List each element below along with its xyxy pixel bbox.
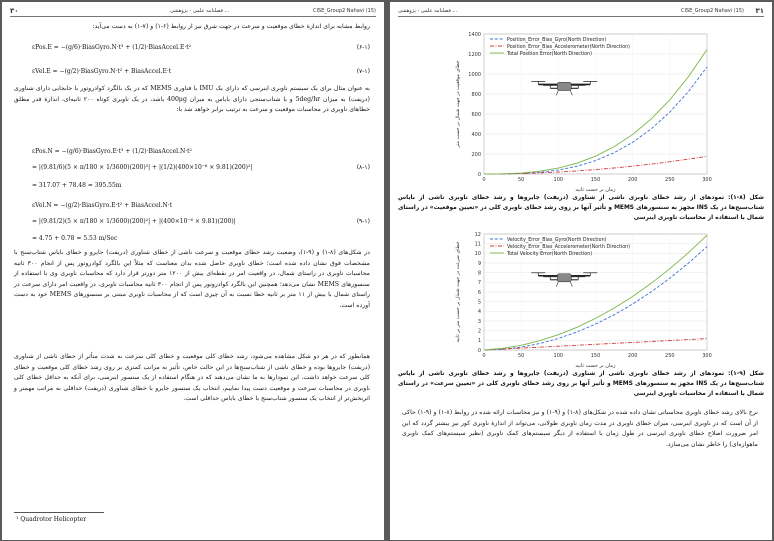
journal-name: فصلنامه علمی - پژوهشی ... (170, 8, 230, 14)
figures-discussion-paragraph: در شکل‌های (۸-۱) و (۹-۱)، وضعیت رشد خطای موقعیت و سرعت ناشی از خطای شناوری (دریفت) جایرو و خطای بایاس شتاب‌سنج با مشخصات فوق نشان داده شده است؛ خطای ناوبری حاصل شده بدان معناست که مثلاً این بالگرد کوادروتور پس از انجام ۳۰۰ ثانیه محاسبات ناوبری در راستای شمال، در واقعیت امر در نقطه‌ای بیش از ۱۲۰۰ متر دورتر قرار دارد که محاسبات ناوبری وی با استفاده از سنسورهای MEMS نشان می‌دهد؛ همچنین این بالگرد کوادروتور پس از انجام ۳۰۰ ثانیه محاسبات ناوبری، در واقعیت امر دارای سرعت در راستای شمال با بیش از ۱۱ متر بر ثانیه خطا نسبت به آن چیزی است که از محاسبات ناوبری مبتنی بر سنسورهای MEMS خود به دست آورده است. (14, 249, 371, 309)
conclusion-paragraph: همانطور که در هر دو شکل مشاهده می‌شود، رشد خطای کلی موقعیت و خطای کلی سرعت به شدت متأثر از خطای ناشی از شناوری (دریفت) جایروها بوده و خطای ناشی از شتاب‌سنج‌ها در این حالت خاص، تأثیر به مراتب کمتری بر روی رشد خطای کلی موقعیت و خطای کلی سرعت خواهد داشت. این نمودارها به ما نشان می‌دهند که در هنگام استفاده از یک سنسور اینرسی، برای آنکه به حداقل خطای کلی ناوبری در محاسبات سرعت و موقعیت دست پیدا نماییم، انتخاب یک سنسور جایرو با خطای شناوری (دریفت) حداقلی به مراتب مهمتر و اثربخش‌تر از انتخاب یک سنسور شتاب‌سنج با خطای بایاس حداقلی است. (14, 353, 370, 403)
equation-9-line-2: = |(9.81/2)(5 × π/180 × 1/3600)(200)²| + |(400×10⁻⁶ × 9.81)(200)| (32, 218, 236, 225)
legend-entry: Velocity_Error_Bias_Accelerometer(North Direction) (507, 244, 631, 250)
equation-6-number: (۶-۱) (356, 44, 370, 51)
y-tick-label: 200 (471, 151, 481, 158)
y-tick-label: 1400 (468, 31, 481, 38)
x-tick-label: 250 (665, 353, 675, 359)
legend-entry: Total Velocity Error(North Direction) (507, 251, 593, 257)
right-page (390, 2, 772, 540)
x-axis-label: زمان بر حسب ثانیه (575, 363, 616, 369)
y-tick-label: 4 (477, 309, 481, 316)
x-tick-label: 300 (702, 353, 712, 359)
figure-8-caption: شکل (۸-۱): نمودهای از رشد خطای ناوبری ناشی از شناوری (دریفت) جایروها و رشد خطای ناوبری ناشی از بایاس شتاب‌سنج‌ها در یک INS مجهز به سنسورهای MEMS و تأثیر آنها بر روی رشد خطای ناوبری کلی در «تعیین موقعیت» در راستای شمال با استفاده از محاسبات ناوبری اینرسی (398, 195, 764, 221)
figure-9-caption: شکل (۹-۱): نمودهای از رشد خطای ناوبری ناشی از شناوری (دریفت) جایروها و رشد خطای ناوبری ناشی از بایاس شتاب‌سنج‌ها در یک INS مجهز به سنسورهای MEMS و تأثیر آنها بر روی رشد خطای ناوبری کلی در «تعیین سرعت» در راستای شمال با استفاده از محاسبات ناوبری اینرسی (398, 371, 764, 397)
y-tick-label: 2 (477, 328, 481, 335)
y-tick-label: 5 (477, 299, 481, 306)
y-tick-label: 3 (477, 318, 481, 325)
y-tick-label: 1000 (468, 71, 481, 78)
x-tick-label: 50 (517, 353, 525, 359)
x-tick-label: 50 (517, 177, 525, 183)
x-tick-label: 0 (482, 353, 486, 359)
paper-code: CISE_Group2 Nahavi (15) (312, 8, 376, 14)
legend-entry: Position_Error_Bias_Accelerometer(North Direction) (507, 44, 630, 50)
equation-9-number: (۹-۱) (356, 218, 370, 225)
position-error-chart (450, 28, 715, 194)
y-tick-label: 6 (477, 289, 481, 296)
y-tick-label: 9 (477, 260, 481, 267)
x-tick-label: 100 (553, 177, 564, 183)
y-tick-label: 0 (477, 347, 481, 354)
y-tick-label: 600 (471, 111, 481, 118)
x-tick-label: 150 (590, 353, 601, 359)
x-axis-label: زمان بر حسب ثانیه (575, 187, 616, 193)
y-tick-label: 7 (477, 280, 481, 287)
x-tick-label: 300 (702, 177, 712, 183)
equation-6: εPos.E = −(g/6)·BiasGyro.N·t³ + (1/2)·BiasAccel.E·t² (32, 44, 192, 51)
quadrotor-body (557, 274, 571, 282)
intro-paragraph: روابط مشابه برای اندازهٔ خطای موقعیت و سرعت در جهت شرق نیز از روابط (۶-۱) و (۷-۱) به دست می‌آید: (92, 23, 370, 30)
x-tick-label: 100 (553, 353, 564, 359)
equation-7-number: (۷-۱) (356, 68, 370, 75)
equation-8-line-1: εPos.N = −(g/6)·BiasGyro.E·t³ + (1/2)·BiasAccel.N·t² (32, 148, 192, 155)
equation-8-line-2: = |(9.81/6)(5 × π/180 × 1/3600)(200)³| + |(1/2)(400×10⁻⁶ × 9.81)(200)²| (32, 164, 253, 171)
left-page-header (10, 7, 376, 17)
equation-9-line-1: εVel.N = −(g/2)·BiasGyro.E·t² + BiasAccel.N·t (32, 202, 173, 209)
right-page-paragraph: نرخ بالای رشد خطای ناوبری محاسباتی نشان داده شده در شکل‌های (۸-۱) و (۹-۱) و نیز محاسبات ارائه شده در روابط (۸-۱) و (۹-۱) حاکی از آن است که در ناوبری اینرسی، میزان خطای ناوبری در مدت زمان ناوبری طولانی، می‌تواند از اندازهٔ ناوبری کور نیز بیشتر گردد که این امر ضرورت اصلاح خطای ناوبری اینرسی در طول زمان با استفاده از دیگر سیستم‌های کمک ناوبری (نظیر سیستم‌های کمک ناوبری ماهواره‌ای) را خاطر نشان می‌سازد. (402, 409, 759, 448)
y-tick-label: 11 (474, 241, 481, 248)
x-tick-label: 200 (627, 177, 638, 183)
y-tick-label: 1 (477, 338, 481, 345)
y-axis-label: خطای سرعت در جهت شمال بر حسب متر بر ثانیه (456, 241, 461, 343)
footnote-separator (14, 512, 104, 513)
y-tick-label: 0 (477, 171, 481, 178)
quadrotor-body (557, 82, 571, 90)
example-paragraph: به عنوان مثال برای یک سیستم ناوبری اینرسی که دارای یک IMU با فناوری MEMS که در یک بالگرد کوادروتور با جابجایی دارای شناوری (دریفت) به میزان 5deg/hr و با شتاب‌سنجی دارای بایاس به میزان 400μg باشد، در یک ناوبری کوتاه ۲۰۰ ثانیه‌ای، اندازهٔ قدر مطلق خطاهای ناوبری در محاسبات موقعیت و سرعت به ترتیب برابر خواهد شد با: (14, 85, 370, 114)
journal-name: فصلنامه علمی - پژوهشی ... (398, 8, 458, 14)
x-tick-label: 250 (665, 177, 675, 183)
right-page-header (398, 7, 764, 17)
y-tick-label: 12 (474, 231, 481, 238)
y-tick-label: 800 (471, 91, 481, 98)
equation-8-number: (۸-۱) (356, 164, 370, 171)
footnote: ¹ Quadrotor Helicopter (16, 516, 87, 523)
page-number: ۳۰ (10, 7, 19, 15)
y-tick-label: 8 (477, 270, 481, 277)
y-tick-label: 400 (471, 131, 481, 138)
x-tick-label: 0 (482, 177, 486, 183)
page-number: ۳۱ (755, 7, 764, 15)
legend-entry: Velocity_Error_Bias_Gyro(North Direction) (507, 237, 607, 243)
figure-velocity-error (450, 228, 715, 370)
left-page (2, 2, 384, 540)
velocity-error-chart (450, 228, 715, 370)
x-tick-label: 150 (590, 177, 601, 183)
legend-entry: Position_Error_Bias_Gyro(North Direction) (507, 37, 607, 43)
equation-9-line-3: = 4.75 + 0.78 = 5.53 m/Sec (32, 235, 118, 242)
equation-8-line-3: = 317.07 + 78.48 = 395.55m (32, 182, 122, 189)
figure-position-error (450, 28, 715, 194)
paper-code: CISE_Group2 Nahavi (15) (680, 8, 744, 14)
y-tick-label: 1200 (468, 51, 481, 58)
x-tick-label: 200 (627, 353, 638, 359)
y-tick-label: 10 (474, 251, 481, 258)
equation-7: εVel.E = −(g/2)·BiasGyro.N·t² + BiasAccel.E·t (32, 68, 172, 75)
y-axis-label: خطای موقعیت در جهت شمال بر حسب متر (456, 60, 461, 148)
legend-entry: Total Position Error(North Direction) (507, 51, 592, 57)
